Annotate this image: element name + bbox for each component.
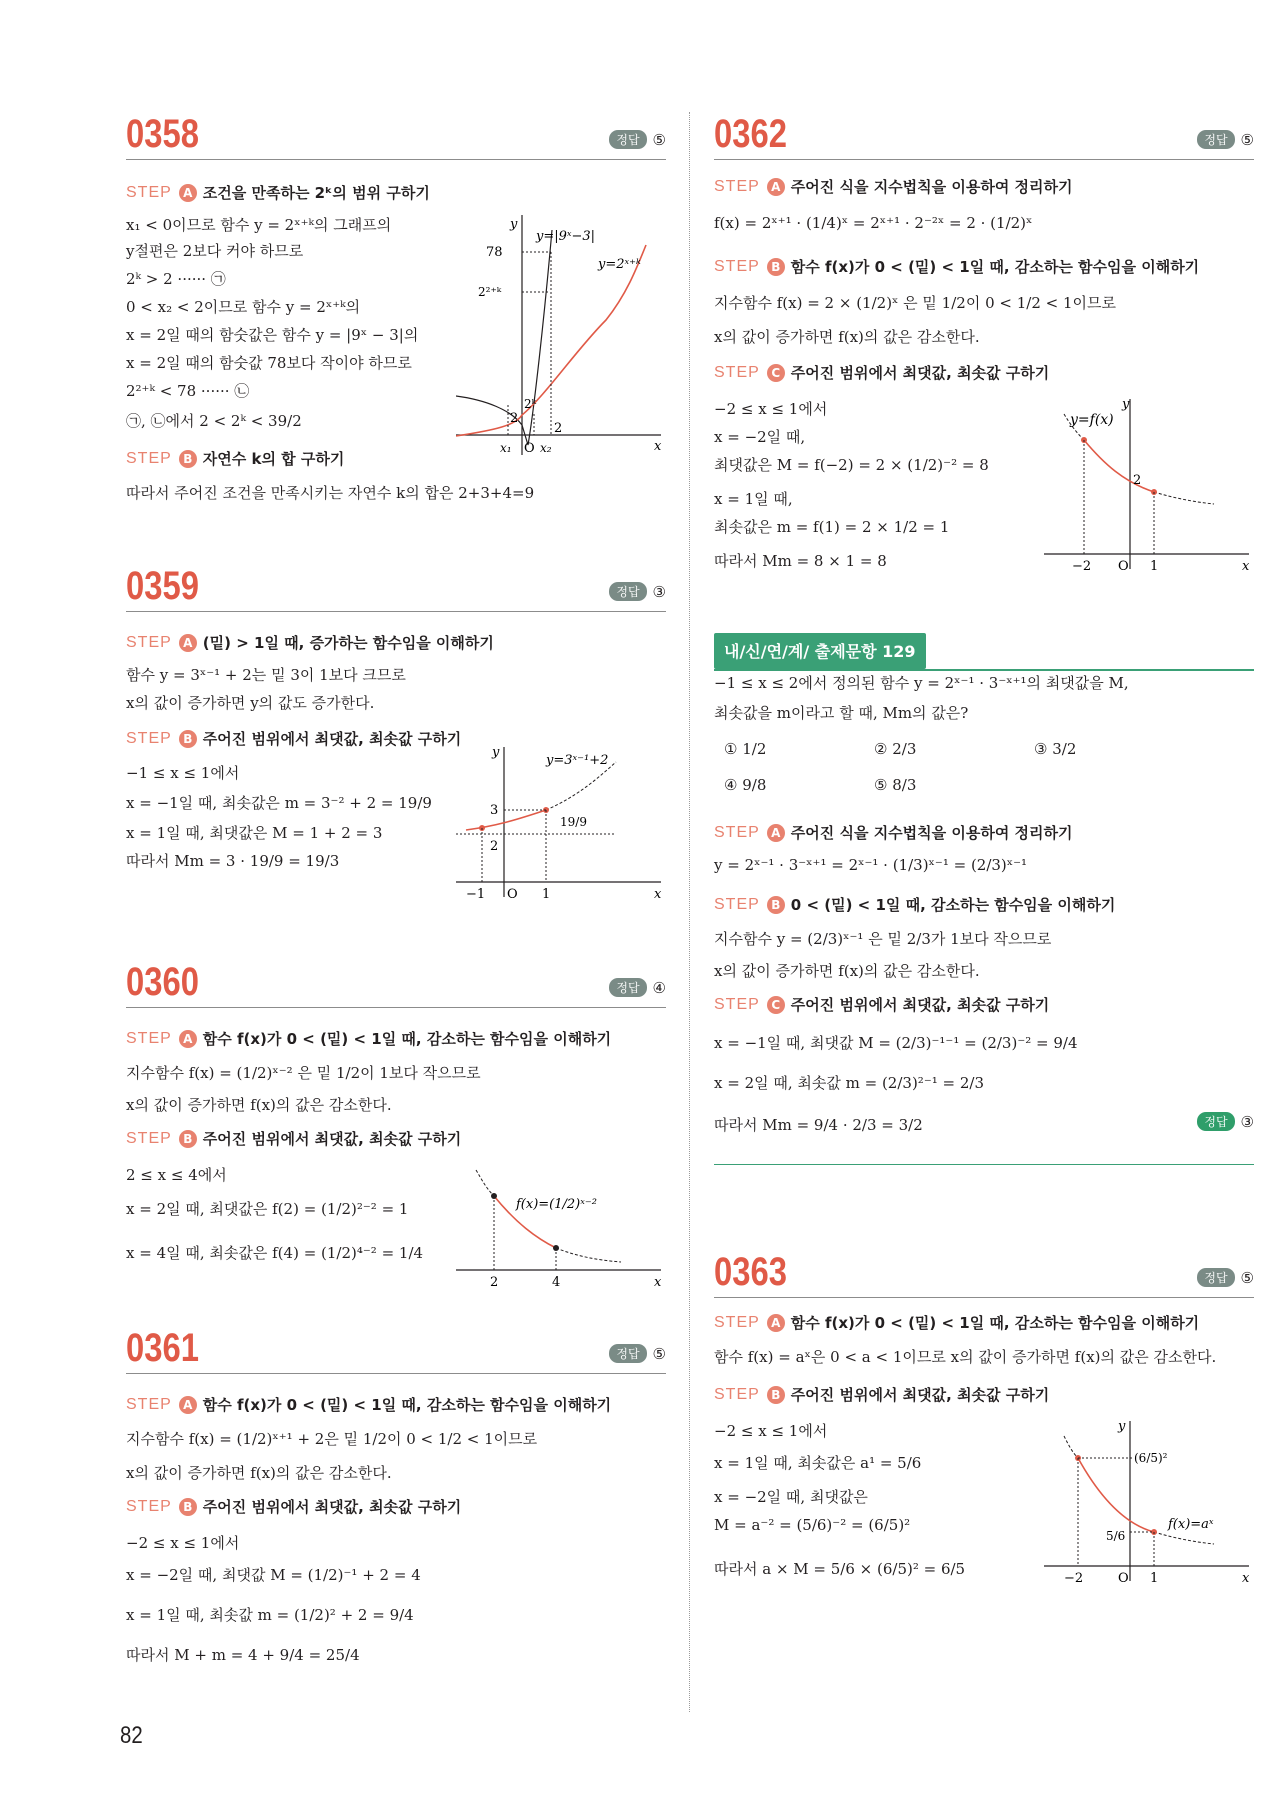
text-line: x = −1일 때, 최댓값 M = (2/3)⁻¹⁻¹ = (2/3)⁻² = 9/4: [714, 1034, 1078, 1052]
graph-0360: [456, 1168, 666, 1288]
x-1: 1: [1150, 1571, 1159, 1586]
text-line: ㉠, ㉡에서 2 < 2ᵏ < 39/2: [126, 412, 302, 430]
final-line: 따라서 주어진 조건을 만족시키는 자연수 k의 합은 2+3+4=9: [126, 484, 535, 502]
answer: [609, 130, 666, 149]
value-19-9: 19/9: [560, 815, 587, 829]
x-label: x: [1242, 1571, 1250, 1586]
value-2: 2: [490, 839, 499, 854]
text-line: f(x) = 2ˣ⁺¹ · (1/4)ˣ = 2ˣ⁺¹ · 2⁻²ˣ = 2 · (1/2)ˣ: [714, 214, 1033, 232]
text-line: x = 1일 때, 최솟값은 a¹ = 5/6: [714, 1454, 922, 1472]
problem-header: [714, 1248, 1254, 1298]
step-b: STEP B 0 < (밑) < 1일 때, 감소하는 함수임을 이해하기: [714, 895, 1116, 914]
step-title: 주어진 식을 지수법칙을 이용하여 정리하기: [790, 178, 1073, 196]
step-title: 주어진 범위에서 최댓값, 최솟값 구하기: [790, 996, 1050, 1014]
value-2b: 2: [554, 421, 563, 436]
step-c: STEP C 주어진 범위에서 최댓값, 최솟값 구하기: [714, 995, 1050, 1014]
linked-problem-header: [714, 633, 1254, 673]
text-line: 함수 y = 3ˣ⁻¹ + 2는 밑 3이 1보다 크므로: [126, 666, 406, 684]
problem-number: 0361: [126, 1326, 199, 1370]
x2-label: x₂: [540, 441, 552, 455]
text-line: x₁ < 0이므로 함수 y = 2ˣ⁺ᵏ의 그래프의: [126, 216, 392, 234]
step-b: STEP B 주어진 범위에서 최댓값, 최솟값 구하기: [126, 1497, 462, 1516]
text-line: 지수함수 y = (2/3)ˣ⁻¹ 은 밑 2/3가 1보다 작으므로: [714, 930, 1052, 948]
problem-number: 0362: [714, 112, 787, 156]
text-line: 따라서 Mm = 8 × 1 = 8: [714, 552, 887, 570]
answer-badge: 정답: [609, 582, 646, 601]
text-line: 따라서 M + m = 4 + 9/4 = 25/4: [126, 1646, 360, 1664]
step-title: 주어진 범위에서 최댓값, 최솟값 구하기: [202, 1130, 462, 1148]
value-78: 78: [486, 245, 503, 260]
text-line: x = 1일 때,: [714, 490, 793, 508]
answer: [609, 582, 666, 601]
step-title: 함수 f(x)가 0 < (밑) < 1일 때, 감소하는 함수임을 이해하기: [790, 258, 1200, 276]
answer-badge: 정답: [1197, 130, 1234, 149]
step-b: STEP B 주어진 범위에서 최댓값, 최솟값 구하기: [714, 1385, 1050, 1404]
text-line: −1 ≤ x ≤ 1에서: [126, 764, 240, 782]
step-a: STEP A 함수 f(x)가 0 < (밑) < 1일 때, 감소하는 함수임을 이해하기: [126, 1395, 612, 1414]
text-line: x = 2일 때의 함숫값은 함수 y = |9ˣ − 3|의: [126, 326, 419, 344]
problem-header: [714, 110, 1254, 160]
graph-0358: [456, 210, 666, 460]
problem-0361: [126, 1324, 666, 1664]
x-label: x: [1242, 559, 1250, 574]
text-line: 0 < x₂ < 2이므로 함수 y = 2ˣ⁺ᵏ의: [126, 298, 361, 316]
text-line: x = −2일 때, 최댓값은: [714, 1488, 868, 1506]
x-minus2: −2: [1064, 1571, 1084, 1586]
answer: [609, 1344, 666, 1363]
step-a: STEP A 조건을 만족하는 2ᵏ의 범위 구하기: [126, 183, 430, 202]
answer-value: ④: [652, 978, 666, 997]
step-title: 함수 f(x)가 0 < (밑) < 1일 때, 감소하는 함수임을 이해하기: [790, 1314, 1200, 1332]
step-title: 주어진 범위에서 최댓값, 최솟값 구하기: [790, 1386, 1050, 1404]
step-a: STEP A 함수 f(x)가 0 < (밑) < 1일 때, 감소하는 함수임을 이해하기: [714, 1313, 1200, 1332]
text-line: 지수함수 f(x) = (1/2)ˣ⁻² 은 밑 1/2이 1보다 작으므로: [126, 1064, 481, 1082]
step-c: STEP C 주어진 범위에서 최댓값, 최솟값 구하기: [714, 363, 1050, 382]
question-line: −1 ≤ x ≤ 2에서 정의된 함수 y = 2ˣ⁻¹ · 3⁻ˣ⁺¹의 최댓값을 M,: [714, 674, 1129, 692]
curve-dashed-left: [1064, 1436, 1078, 1458]
answer: [609, 978, 666, 997]
problem-number: 0360: [126, 960, 199, 1004]
func-exp-label: y=2ˣ⁺ᵏ: [598, 257, 641, 272]
choice-1[interactable]: ① 1/2: [724, 740, 767, 758]
step-title: 0 < (밑) < 1일 때, 감소하는 함수임을 이해하기: [790, 896, 1116, 914]
answer-value: ⑤: [1240, 130, 1254, 149]
text-line: 따라서 a × M = 5/6 × (6/5)² = 6/5: [714, 1560, 966, 1578]
step-title: 주어진 식을 지수법칙을 이용하여 정리하기: [790, 824, 1073, 842]
text-line: −2 ≤ x ≤ 1에서: [714, 1422, 828, 1440]
x-1: 1: [542, 887, 551, 902]
text-line: x의 값이 증가하면 f(x)의 값은 감소한다.: [126, 1464, 392, 1482]
problem-0362: [714, 110, 1254, 574]
text-line: x = 2일 때, 최솟값 m = (2/3)²⁻¹ = 2/3: [714, 1074, 984, 1092]
text-line: M = a⁻² = (5/6)⁻² = (6/5)²: [714, 1516, 911, 1534]
text-line: −2 ≤ x ≤ 1에서: [714, 400, 828, 418]
answer-value: ③: [1240, 1112, 1254, 1131]
value-5-6: 5/6: [1106, 1529, 1126, 1543]
curve-dashed-right: [556, 1248, 621, 1262]
curve: [466, 810, 546, 830]
step-title: 함수 f(x)가 0 < (밑) < 1일 때, 감소하는 함수임을 이해하기: [202, 1030, 612, 1048]
text-line: x의 값이 증가하면 f(x)의 값은 감소한다.: [714, 328, 980, 346]
answer-value: ③: [652, 582, 666, 601]
problem-header: [126, 1324, 666, 1374]
step-a: STEP A 주어진 식을 지수법칙을 이용하여 정리하기: [714, 823, 1073, 842]
step-title: 주어진 범위에서 최댓값, 최솟값 구하기: [790, 364, 1050, 382]
text-line: x = 4일 때, 최솟값은 f(4) = (1/2)⁴⁻² = 1/4: [126, 1244, 424, 1262]
text-line: y절편은 2보다 커야 하므로: [126, 242, 304, 260]
text-line: 최솟값은 m = f(1) = 2 × 1/2 = 1: [714, 518, 950, 536]
text-line: 따라서 Mm = 3 · 19/9 = 19/3: [126, 852, 340, 870]
answer-badge: 정답: [609, 130, 646, 149]
y-label: y: [492, 745, 500, 760]
text-line: 지수함수 f(x) = (1/2)ˣ⁺¹ + 2은 밑 1/2이 0 < 1/2 < 1이므로: [126, 1430, 538, 1448]
page-number: 82: [120, 1722, 143, 1749]
step-a: STEP A (밑) > 1일 때, 증가하는 함수임을 이해하기: [126, 633, 494, 652]
step-a: STEP A 함수 f(x)가 0 < (밑) < 1일 때, 감소하는 함수임을 이해하기: [126, 1029, 612, 1048]
y-label: y: [1118, 1419, 1126, 1434]
step-title: (밑) > 1일 때, 증가하는 함수임을 이해하기: [202, 634, 494, 652]
question-line: 최솟값을 m이라고 할 때, Mm의 값은?: [714, 704, 969, 722]
curve-dashed-right: [1154, 492, 1214, 504]
text-line: 2 ≤ x ≤ 4에서: [126, 1166, 227, 1184]
step-a: STEP A 주어진 식을 지수법칙을 이용하여 정리하기: [714, 177, 1073, 196]
answer-value: ⑤: [652, 130, 666, 149]
answer-value: ⑤: [652, 1344, 666, 1363]
step-title: 주어진 범위에서 최댓값, 최솟값 구하기: [202, 1498, 462, 1516]
x-1: 1: [1150, 559, 1159, 574]
func-label: y=f(x): [1070, 412, 1114, 428]
value-2k: 2ᵏ: [524, 397, 537, 411]
curve: [1078, 1458, 1154, 1532]
answer-badge: 정답: [609, 1344, 646, 1363]
x-minus2: −2: [1072, 559, 1092, 574]
abs-curve-right: [522, 230, 552, 445]
answer: [1197, 130, 1254, 149]
curve-dashed: [546, 762, 616, 810]
curve-dashed-right: [1154, 1532, 1214, 1544]
text-line: x = −1일 때, 최솟값은 m = 3⁻² + 2 = 19/9: [126, 794, 432, 812]
answer-value: ⑤: [1240, 1268, 1254, 1287]
y-label: y: [1122, 397, 1130, 412]
section-end-line: [714, 1164, 1254, 1165]
graph-0362: [1044, 394, 1254, 574]
text-line: x의 값이 증가하면 y의 값도 증가한다.: [126, 694, 375, 712]
text-line: x = 1일 때, 최솟값 m = (1/2)² + 2 = 9/4: [126, 1606, 414, 1624]
problem-0359: [126, 562, 666, 902]
origin-label: O: [1118, 559, 1129, 574]
x-4: 4: [552, 1275, 561, 1288]
step-title: 주어진 범위에서 최댓값, 최솟값 구하기: [202, 730, 462, 748]
step-b: STEP B 자연수 k의 합 구하기: [126, 449, 345, 468]
problem-number: 0358: [126, 112, 199, 156]
text-line: x의 값이 증가하면 f(x)의 값은 감소한다.: [714, 962, 980, 980]
text-line: x = 1일 때, 최댓값은 M = 1 + 2 = 3: [126, 824, 383, 842]
text-line: y = 2ˣ⁻¹ · 3⁻ˣ⁺¹ = 2ˣ⁻¹ · (1/3)ˣ⁻¹ = (2/3)ˣ⁻¹: [714, 856, 1028, 874]
step-b: STEP B 주어진 범위에서 최댓값, 최솟값 구하기: [126, 729, 462, 748]
origin-label: O: [507, 887, 518, 902]
answer-badge: 정답: [609, 978, 646, 997]
value-22k: 2²⁺ᵏ: [478, 285, 502, 299]
origin-label: O: [1118, 1571, 1129, 1586]
value-6-5-sq: (6/5)²: [1134, 1451, 1168, 1465]
x-label: x: [654, 439, 662, 454]
choice-4[interactable]: ④ 9/8: [724, 776, 767, 794]
problem-header: [126, 110, 666, 160]
func-label: f(x)=aˣ: [1168, 1517, 1214, 1532]
curve: [1084, 440, 1154, 492]
linked-problem-tag: 내/신/연/계/ 출제문항 129: [714, 633, 926, 669]
answer: [1197, 1268, 1254, 1287]
problem-header: [126, 562, 666, 612]
y-label: y: [510, 217, 518, 232]
text-line: x의 값이 증가하면 f(x)의 값은 감소한다.: [126, 1096, 392, 1114]
x-label: x: [654, 887, 662, 902]
x-label: x: [654, 1275, 662, 1288]
problem-header: [126, 958, 666, 1008]
graph-0363: [1044, 1416, 1254, 1586]
step-title: 조건을 만족하는 2ᵏ의 범위 구하기: [202, 184, 430, 202]
curve-dashed-left: [476, 1170, 494, 1196]
answer: [1197, 1112, 1254, 1131]
text-line: x = 2일 때, 최댓값은 f(2) = (1/2)²⁻² = 1: [126, 1200, 409, 1218]
problem-0358: [126, 110, 666, 502]
text-line: 지수함수 f(x) = 2 × (1/2)ˣ 은 밑 1/2이 0 < 1/2 < 1이므로: [714, 294, 1116, 312]
problem-number: 0363: [714, 1250, 787, 1294]
step-title: 함수 f(x)가 0 < (밑) < 1일 때, 감소하는 함수임을 이해하기: [202, 1396, 612, 1414]
choice-5[interactable]: ⑤ 8/3: [874, 776, 917, 794]
problem-0360: [126, 958, 666, 1288]
text-line: 2ᵏ > 2 ······ ㉠: [126, 270, 226, 288]
text-line: 최댓값은 M = f(−2) = 2 × (1/2)⁻² = 8: [714, 456, 989, 474]
graph-0359: [456, 742, 666, 902]
origin-label: O: [524, 441, 535, 456]
text-line: 함수 f(x) = aˣ은 0 < a < 1이므로 x의 값이 증가하면 f(x)의 값은 감소한다.: [714, 1348, 1217, 1366]
text-line: −2 ≤ x ≤ 1에서: [126, 1534, 240, 1552]
choice-2[interactable]: ② 2/3: [874, 740, 917, 758]
value-3: 3: [490, 803, 499, 818]
text-line: 따라서 Mm = 9/4 · 2/3 = 3/2: [714, 1116, 923, 1134]
answer-badge: 정답: [1197, 1112, 1234, 1131]
problem-0363: [714, 1248, 1254, 1586]
func-label: y=3ˣ⁻¹+2: [546, 753, 609, 768]
answer-badge: 정답: [1197, 1268, 1234, 1287]
value-2a: 2: [510, 411, 519, 426]
step-b: STEP B 주어진 범위에서 최댓값, 최솟값 구하기: [126, 1129, 462, 1148]
text-line: 2²⁺ᵏ < 78 ······ ㉡: [126, 382, 250, 400]
text-line: x = 2일 때의 함숫값 78보다 작이야 하므로: [126, 354, 412, 372]
choice-3[interactable]: ③ 3/2: [1034, 740, 1077, 758]
func-label: f(x)=(1/2)ˣ⁻²: [516, 1197, 597, 1212]
step-title: 자연수 k의 합 구하기: [202, 450, 345, 468]
text-line: x = −2일 때,: [714, 428, 806, 446]
column-divider: [689, 112, 690, 1712]
x1-label: x₁: [500, 441, 512, 455]
step-b: STEP B 함수 f(x)가 0 < (밑) < 1일 때, 감소하는 함수임을 이해하기: [714, 257, 1200, 276]
value-2: 2: [1133, 473, 1142, 488]
text-line: x = −2일 때, 최댓값 M = (1/2)⁻¹ + 2 = 4: [126, 1566, 421, 1584]
x-minus1: −1: [466, 887, 486, 902]
func-abs-label: y=|9ˣ−3|: [536, 229, 596, 244]
problem-number: 0359: [126, 564, 199, 608]
x-2: 2: [490, 1275, 499, 1288]
